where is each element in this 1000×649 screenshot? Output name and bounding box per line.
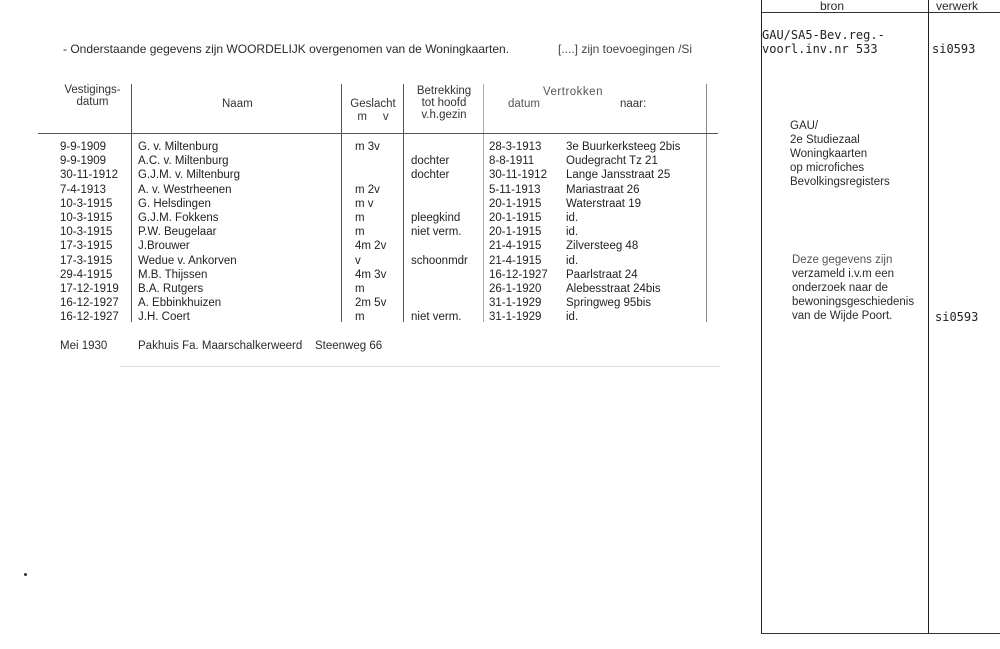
header-geslacht-mv bbox=[342, 111, 404, 123]
row-name: G. Helsdingen bbox=[138, 197, 211, 210]
row-geslacht: m v bbox=[355, 197, 374, 210]
row-betrekking: pleegkind bbox=[411, 212, 461, 224]
row-vertrokken-datum: 16-12-1927 bbox=[489, 268, 548, 281]
row-date: 10-3-1915 bbox=[60, 197, 113, 210]
row-vertrokken-datum: 26-1-1920 bbox=[489, 283, 542, 295]
row-vertrokken-datum: 20-1-1915 bbox=[489, 212, 542, 224]
row-name: J.H. Coert bbox=[138, 311, 190, 324]
source-ref-line2: voorl.inv.nr 533 bbox=[762, 42, 878, 56]
row-vertrokken-datum: 30-11-1912 bbox=[489, 169, 547, 182]
row-name: G. v. Miltenburg bbox=[138, 141, 219, 153]
row-name: G.J.M. Fokkens bbox=[138, 212, 219, 224]
header-geslacht bbox=[342, 98, 404, 123]
row-date: 29-4-1915 bbox=[60, 268, 113, 281]
row-vertrokken-datum: 21-4-1915 bbox=[489, 254, 542, 267]
table-row bbox=[0, 283, 740, 297]
col-verwerk-header: verwerk bbox=[936, 0, 979, 13]
header-betrekking bbox=[405, 85, 483, 121]
table-row bbox=[0, 240, 740, 254]
row-geslacht: v bbox=[355, 254, 361, 267]
row-vertrokken-naar: Alebesstraat 24bis bbox=[566, 283, 661, 295]
note-line-3: onderzoek naar de bbox=[792, 282, 888, 294]
table-row bbox=[0, 184, 740, 198]
row-betrekking: dochter bbox=[411, 169, 450, 182]
row-vertrokken-naar: 3e Buurkerksteeg 2bis bbox=[566, 141, 681, 153]
row-name: A. Ebbinkhuizen bbox=[138, 297, 222, 310]
panel-left-border bbox=[761, 0, 762, 634]
footer-text: Pakhuis Fa. Maarschalkerweerd bbox=[138, 340, 303, 352]
row-betrekking: niet verm. bbox=[411, 311, 462, 324]
row-vertrokken-naar: Lange Jansstraat 25 bbox=[566, 169, 671, 182]
row-vertrokken-naar: Zilversteeg 48 bbox=[566, 240, 639, 253]
row-vertrokken-naar: id. bbox=[566, 226, 579, 239]
row-geslacht: 4m 2v bbox=[355, 240, 387, 253]
row-geslacht: m bbox=[355, 311, 365, 324]
row-vertrokken-naar: Springweg 95bis bbox=[566, 297, 652, 310]
id-top: si0593 bbox=[932, 42, 976, 56]
row-date: 10-3-1915 bbox=[60, 212, 113, 224]
row-geslacht: 2m 5v bbox=[355, 297, 387, 310]
header-vestiging bbox=[55, 84, 130, 108]
header-vestiging-line1: Vestigings- bbox=[64, 84, 121, 96]
row-vertrokken-naar: id. bbox=[566, 254, 579, 267]
header-geslacht-label: Geslacht bbox=[350, 98, 396, 110]
header-geslacht-m: m bbox=[357, 111, 367, 123]
header-betrekking-line3: v.h.gezin bbox=[421, 109, 467, 121]
row-geslacht: m bbox=[355, 283, 365, 295]
panel-divider bbox=[928, 0, 929, 634]
row-geslacht: m 3v bbox=[355, 141, 380, 153]
note-line-5: van de Wijde Poort. bbox=[792, 310, 893, 322]
col-bron-header: bron bbox=[820, 0, 845, 13]
footer-address: Steenweg 66 bbox=[315, 340, 383, 352]
table-row bbox=[0, 297, 740, 311]
row-name: G.J.M. v. Miltenburg bbox=[138, 169, 241, 182]
row-vertrokken-datum: 21-4-1915 bbox=[489, 240, 542, 253]
row-date: 17-3-1915 bbox=[60, 254, 113, 267]
additions-note: [....] zijn toevoegingen /Si bbox=[558, 42, 693, 56]
note-line-2: verzameld i.v.m een bbox=[792, 268, 895, 280]
row-date: 10-3-1915 bbox=[60, 226, 113, 239]
row-vertrokken-datum: 31-1-1929 bbox=[489, 297, 542, 310]
row-betrekking: dochter bbox=[411, 155, 450, 168]
row-betrekking: schoonmdr bbox=[411, 254, 468, 267]
header-datum: datum bbox=[508, 98, 540, 110]
row-vertrokken-datum: 31-1-1929 bbox=[489, 311, 542, 324]
row-name: A. v. Westrheenen bbox=[138, 183, 232, 196]
footer-date: Mei 1930 bbox=[60, 340, 108, 352]
row-name: P.W. Beugelaar bbox=[138, 226, 217, 239]
row-date: 17-3-1915 bbox=[60, 240, 113, 253]
source-ref-line1: GAU/SA5-Bev.reg.- bbox=[762, 28, 885, 42]
row-geslacht: m bbox=[355, 212, 365, 224]
table-row bbox=[0, 198, 740, 212]
stray-dot bbox=[24, 573, 27, 576]
row-name: M.B. Thijssen bbox=[138, 268, 208, 281]
row-vertrokken-naar: Oudegracht Tz 21 bbox=[566, 155, 658, 168]
panel-bottom-rule bbox=[761, 633, 1000, 634]
table-row bbox=[0, 226, 740, 240]
row-geslacht: m 2v bbox=[355, 183, 380, 196]
id-bottom: si0593 bbox=[935, 310, 979, 324]
row-geslacht: 4m 3v bbox=[355, 268, 387, 281]
row-betrekking: niet verm. bbox=[411, 226, 462, 239]
table-row bbox=[0, 169, 740, 183]
row-vertrokken-datum: 20-1-1915 bbox=[489, 226, 542, 239]
archive-line-3: Woningkaarten bbox=[790, 148, 868, 160]
row-date: 30-11-1912 bbox=[60, 169, 118, 182]
row-geslacht: m bbox=[355, 226, 365, 239]
archive-line-4: op microfiches bbox=[790, 162, 865, 174]
header-vestiging-line2: datum bbox=[76, 96, 109, 108]
row-name: J.Brouwer bbox=[138, 240, 190, 253]
intro-text: - Onderstaande gegevens zijn WOORDELIJK overgenomen van de Woningkaarten. bbox=[63, 42, 510, 56]
header-naar: naar: bbox=[620, 98, 647, 110]
archive-line-5: Bevolkingsregisters bbox=[790, 176, 890, 188]
row-vertrokken-datum: 20-1-1915 bbox=[489, 197, 542, 210]
row-date: 7-4-1913 bbox=[60, 183, 107, 196]
note-line-1: Deze gegevens zijn bbox=[792, 254, 893, 266]
header-naam: Naam bbox=[222, 98, 253, 110]
note-line-4: bewoningsgeschiedenis bbox=[792, 296, 915, 308]
header-vertrokken: Vertrokken bbox=[543, 86, 603, 98]
table-row bbox=[0, 155, 740, 169]
header-rule bbox=[38, 133, 718, 134]
archive-line-2: 2e Studiezaal bbox=[790, 134, 860, 146]
row-name: Wedue v. Ankorven bbox=[138, 254, 237, 267]
row-date: 16-12-1927 bbox=[60, 297, 119, 310]
row-date: 9-9-1909 bbox=[60, 141, 107, 153]
table-row bbox=[0, 212, 740, 226]
header-geslacht-v: v bbox=[382, 111, 389, 123]
header-betrekking-line2: tot hoofd bbox=[421, 97, 467, 109]
row-vertrokken-naar: Mariastraat 26 bbox=[566, 183, 640, 196]
table-row bbox=[0, 311, 740, 325]
row-date: 17-12-1919 bbox=[60, 283, 119, 295]
row-vertrokken-naar: id. bbox=[566, 311, 579, 324]
table-row bbox=[0, 255, 740, 269]
row-name: B.A. Rutgers bbox=[138, 283, 204, 295]
row-vertrokken-datum: 8-8-1911 bbox=[489, 155, 535, 168]
row-vertrokken-datum: 28-3-1913 bbox=[489, 141, 542, 153]
row-vertrokken-naar: Paarlstraat 24 bbox=[566, 268, 638, 281]
table-row bbox=[0, 269, 740, 283]
row-vertrokken-naar: id. bbox=[566, 212, 579, 224]
row-name: A.C. v. Miltenburg bbox=[138, 155, 229, 168]
table-row bbox=[0, 141, 740, 155]
footer-rule-faint bbox=[120, 366, 720, 367]
row-date: 16-12-1927 bbox=[60, 311, 119, 324]
row-date: 9-9-1909 bbox=[60, 155, 107, 168]
row-vertrokken-naar: Waterstraat 19 bbox=[566, 197, 641, 210]
archive-line-1: GAU/ bbox=[790, 120, 819, 132]
row-vertrokken-datum: 5-11-1913 bbox=[489, 183, 541, 196]
header-betrekking-line1: Betrekking bbox=[416, 85, 472, 97]
